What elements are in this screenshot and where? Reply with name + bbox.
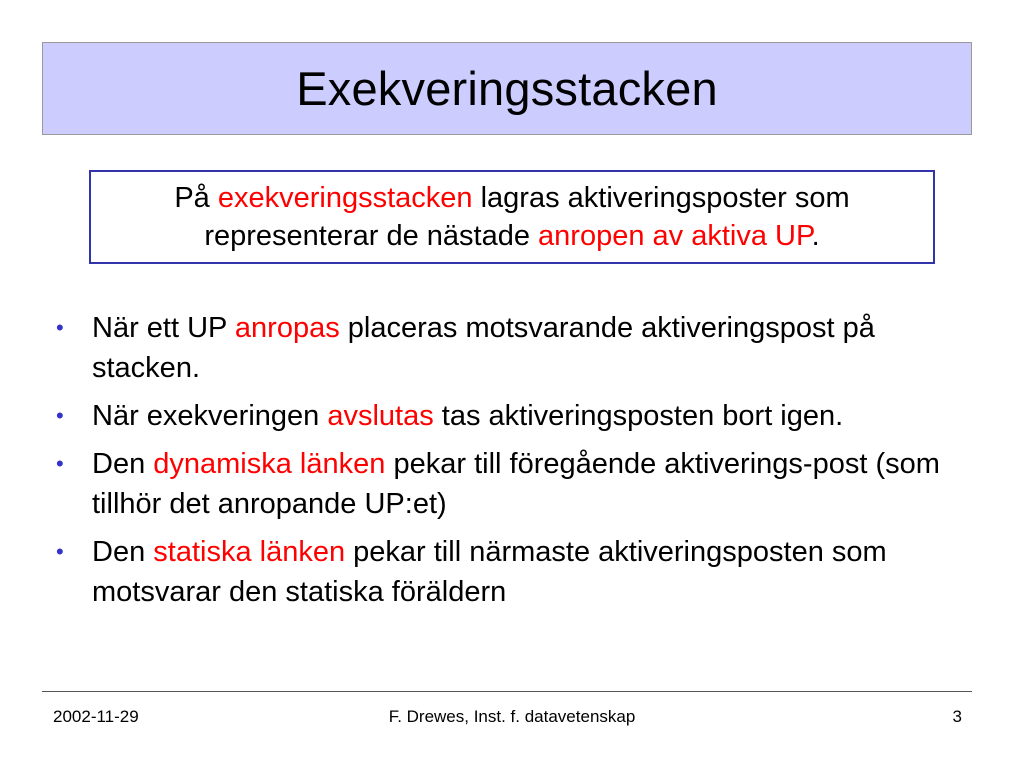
footer-divider (42, 691, 972, 692)
bullet-highlight: dynamiska länken (153, 448, 386, 480)
bullet-dot-icon: • (56, 315, 64, 340)
bullet-text: placeras motsvarande aktiveringspost på stacken. (92, 312, 875, 384)
bullet-item (50, 444, 980, 524)
bullet-highlight: anropas (234, 312, 340, 344)
bullet-item (50, 532, 980, 612)
bullet-item (50, 308, 980, 388)
definition-part-1: På (174, 182, 218, 214)
footer-date: 2002-11-29 (53, 707, 139, 726)
bullet-text: tas aktiveringsposten bort igen. (433, 400, 844, 432)
definition-part-2: lagras aktiveringsposter som representerar de nästade (204, 182, 850, 252)
definition-highlight-2: anropen av aktiva UP (538, 220, 812, 252)
definition-highlight-1: exekveringsstacken (217, 182, 473, 214)
footer-author: F. Drewes, Inst. f. datavetenskap (388, 707, 636, 726)
bullet-list (50, 308, 980, 620)
footer-page-number: 3 (952, 707, 962, 726)
slide-title: Exekveringsstacken (296, 62, 718, 115)
bullet-text: pekar till föregående aktiverings-post (som tillhör det anropande UP:et) (92, 448, 940, 520)
definition-box (89, 170, 935, 264)
definition-part-3: . (811, 220, 820, 252)
bullet-highlight: statiska länken (153, 536, 346, 568)
bullet-text: När ett UP (92, 312, 235, 344)
bullet-dot-icon: • (56, 403, 64, 428)
bullet-text: pekar till närmaste aktiveringsposten som motsvarar den statiska föräldern (92, 536, 887, 608)
bullet-dot-icon: • (56, 539, 64, 564)
bullet-item (50, 396, 980, 436)
bullet-text: Den (92, 536, 154, 568)
title-box (42, 42, 972, 135)
bullet-highlight: avslutas (327, 400, 434, 432)
bullet-dot-icon: • (56, 451, 64, 476)
definition-text (101, 179, 923, 255)
bullet-text: När exekveringen (92, 400, 328, 432)
bullet-text: Den (92, 448, 154, 480)
